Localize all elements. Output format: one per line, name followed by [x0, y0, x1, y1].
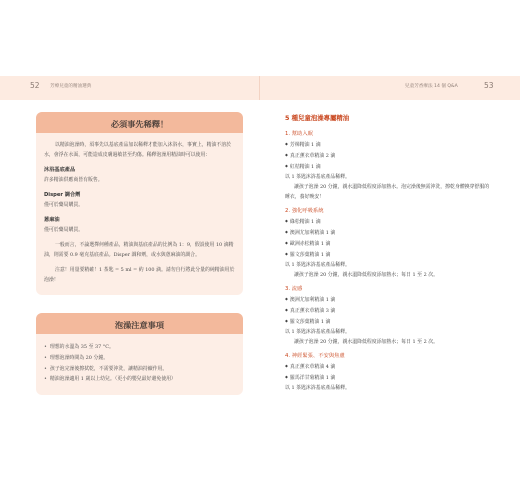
oil-item: ◆ 歐洲赤松精油 1 滴	[285, 238, 490, 249]
recipes-title: 5 種兒童泡澡專屬精油	[285, 114, 350, 122]
list-item: • 理想泡澡時間為 20 分鐘。	[44, 353, 235, 364]
term-title: Disper 調合劑	[44, 192, 81, 198]
left-page	[36, 112, 243, 395]
page-header-band	[0, 76, 520, 100]
recipe-base: 以 1 茶匙沐浴基底產品稀釋。	[285, 329, 350, 335]
term-title: 蒽麻油	[44, 217, 60, 223]
term-title: 沐浴基底產品	[44, 167, 76, 173]
left-page-number: 52	[30, 81, 40, 90]
oil-item: ◆ 綠松精油 1 滴	[285, 216, 490, 227]
oil-item: ◆ 紅桔精油 1 滴	[285, 161, 490, 172]
oil-item: ◆ 真正薰衣草精油 4 滴	[285, 361, 490, 372]
recipe-heading: 4. 神經緊張、不安與焦慮	[285, 353, 345, 359]
right-page-number: 53	[484, 81, 494, 90]
left-running-title: 芳療兒童的精油選典	[50, 84, 92, 89]
dilution-ratio-paragraph: 一般而言，不論選擇何種產品，精油與基底產品的比例為 1：9，假設使用 10 滴精油，則需要 0.9 毫克基底產品。Disper 調和劑，或水與蒽麻油的調合。	[44, 242, 234, 258]
recipe-instructions: 讓孩子泡澡 20 分鐘，親水溫降低程度添加熱水；每日 1 至 2 次。	[294, 272, 439, 278]
recipe-instructions: 讓孩子泡澡 20 分鐘，親水溫降低程度添加熱水。泡完澡後無需沖洗，擦乾身體換穿舒服的睡衣，養好晚安！	[285, 184, 490, 200]
recipe-heading: 2. 強化呼吸系統	[285, 208, 324, 214]
oil-item: ◆ 真正薰衣草精油 2 滴	[285, 150, 490, 161]
oil-item: ◆ 羅文莎葉精油 1 滴	[285, 316, 490, 327]
list-item: • 孩子泡完澡後擦拭乾，不需要沖洗，讓精油持續作用。	[44, 364, 235, 375]
list-item: • 精油泡澡適用 1 歲以上幼兒。（更小的嬰兒最好避免使用）	[44, 374, 235, 385]
right-running-title: 兒童芳香療法 14 個 Q&A	[405, 84, 458, 89]
oil-item: ◆ 羅文莎葉精油 1 滴	[285, 249, 490, 260]
dilution-intro: 以精油泡澡時，須事先以基底產品加以稀釋才能加入沐浴水，事實上，精油不溶於水，會浮在水面，可能造成皮膚過敏甚至灼傷。稀釋泡澡用精油時可以使用：	[44, 142, 232, 158]
recipe-instructions: 讓孩子泡澡 20 分鐘，親水溫降低程度添加熱水；每日 1 至 2 次。	[294, 339, 439, 345]
oil-item: ◆ 真正薰衣草精油 3 滴	[285, 305, 490, 316]
term-description: 僅可於藥局購買。	[44, 201, 84, 208]
bath-tips-box	[36, 313, 243, 395]
recipe-heading: 3. 流感	[285, 286, 303, 292]
oil-item: ◆ 羅馬洋甘菊精油 1 滴	[285, 372, 490, 383]
dilution-box-body	[36, 133, 243, 285]
oil-item: ◆ 澳洲尤加利精油 1 滴	[285, 294, 490, 305]
bath-tips-list	[36, 334, 243, 385]
term-description: 僅可於藥局購買。	[44, 226, 84, 233]
page-gutter-divider	[259, 76, 260, 100]
recipe-base: 以 1 茶匙沐浴基底產品稀釋。	[285, 174, 350, 180]
recipe-heading: 1. 幫助入眠	[285, 131, 313, 137]
dilution-warning-note: 注意！用量要精確！1 茶匙 = 5 ml = 約 100 滴。請勿自行將此分量的純精油用於泡澡！	[44, 267, 235, 283]
dilution-box	[36, 112, 243, 295]
bath-tips-header	[36, 313, 243, 334]
recipe-base: 以 1 茶匙沐浴基底產品稀釋。	[285, 385, 350, 391]
right-page	[285, 113, 490, 393]
term-description: 許多精油供應商皆有販售。	[44, 176, 103, 183]
dilution-box-title: 必須事先稀釋！	[110, 119, 169, 129]
recipe-base: 以 1 茶匙沐浴基底產品稀釋。	[285, 262, 350, 268]
oil-item: ◆ 澳洲尤加利精油 1 滴	[285, 227, 490, 238]
oil-item: ◆ 芳樟精油 1 滴	[285, 139, 490, 150]
bath-tips-title: 泡澡注意事項	[114, 320, 165, 330]
dilution-box-header	[36, 112, 243, 133]
list-item: • 理想的水溫為 35 至 37 °C。	[44, 342, 235, 353]
